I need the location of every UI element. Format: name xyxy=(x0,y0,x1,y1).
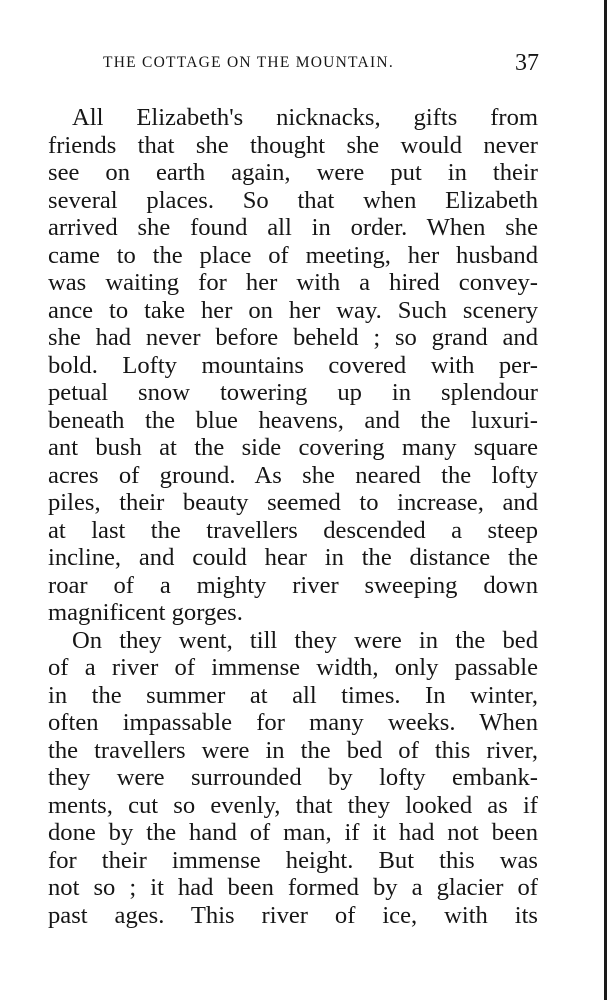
running-title: THE COTTAGE ON THE MOUNTAIN. xyxy=(103,54,394,71)
page-header xyxy=(48,52,543,82)
text-line: they were surrounded by lofty embank- xyxy=(48,764,538,791)
text-line: beneath the blue heavens, and the luxuri- xyxy=(48,406,538,434)
text-line: incline, and could hear in the distance the xyxy=(48,544,538,571)
text-line: On they went, till they were in the bed xyxy=(72,626,538,654)
text-line: of a river of immense width, only passable xyxy=(48,654,538,681)
text-line: All Elizabeth's nicknacks, gifts from xyxy=(72,104,538,131)
body-text xyxy=(48,104,538,929)
text-line: several places. So that when Elizabeth xyxy=(48,186,538,214)
paragraph-1 xyxy=(48,104,538,627)
text-line: acres of ground. As she neared the lofty xyxy=(48,461,538,489)
text-line: was waiting for her with a hired convey- xyxy=(48,269,538,296)
text-line: roar of a mighty river sweeping down xyxy=(48,571,538,599)
text-line: ance to take her on her way. Such scenery xyxy=(48,296,538,324)
text-line: done by the hand of man, if it had not been xyxy=(48,819,538,846)
text-line: ments, cut so evenly, that they looked as if xyxy=(48,791,538,819)
text-line: piles, their beauty seemed to increase, and xyxy=(48,489,538,516)
paragraph-2 xyxy=(48,627,538,930)
text-line: at last the travellers descended a steep xyxy=(48,516,538,544)
text-line: petual snow towering up in splendour xyxy=(48,379,538,406)
text-line: often impassable for many weeks. When xyxy=(48,709,538,736)
text-line: see on earth again, were put in their xyxy=(48,159,538,186)
text-line: in the summer at all times. In winter, xyxy=(48,681,538,709)
text-line: past ages. This river of ice, with its xyxy=(48,901,538,929)
text-line: she had never before beheld ; so grand and xyxy=(48,324,538,351)
text-line: arrived she found all in order. When she xyxy=(48,214,538,241)
text-line: friends that she thought she would never xyxy=(48,131,538,159)
text-line: not so ; it had been formed by a glacier of xyxy=(48,874,538,901)
page-number: 37 xyxy=(515,50,539,76)
text-line: for their immense height. But this was xyxy=(48,846,538,874)
text-line: the travellers were in the bed of this river, xyxy=(48,736,538,764)
text-line: magnificent gorges. xyxy=(48,599,243,626)
text-line: ant bush at the side covering many square xyxy=(48,434,538,461)
text-line: bold. Lofty mountains covered with per- xyxy=(48,351,538,379)
text-line: came to the place of meeting, her husband xyxy=(48,241,538,269)
